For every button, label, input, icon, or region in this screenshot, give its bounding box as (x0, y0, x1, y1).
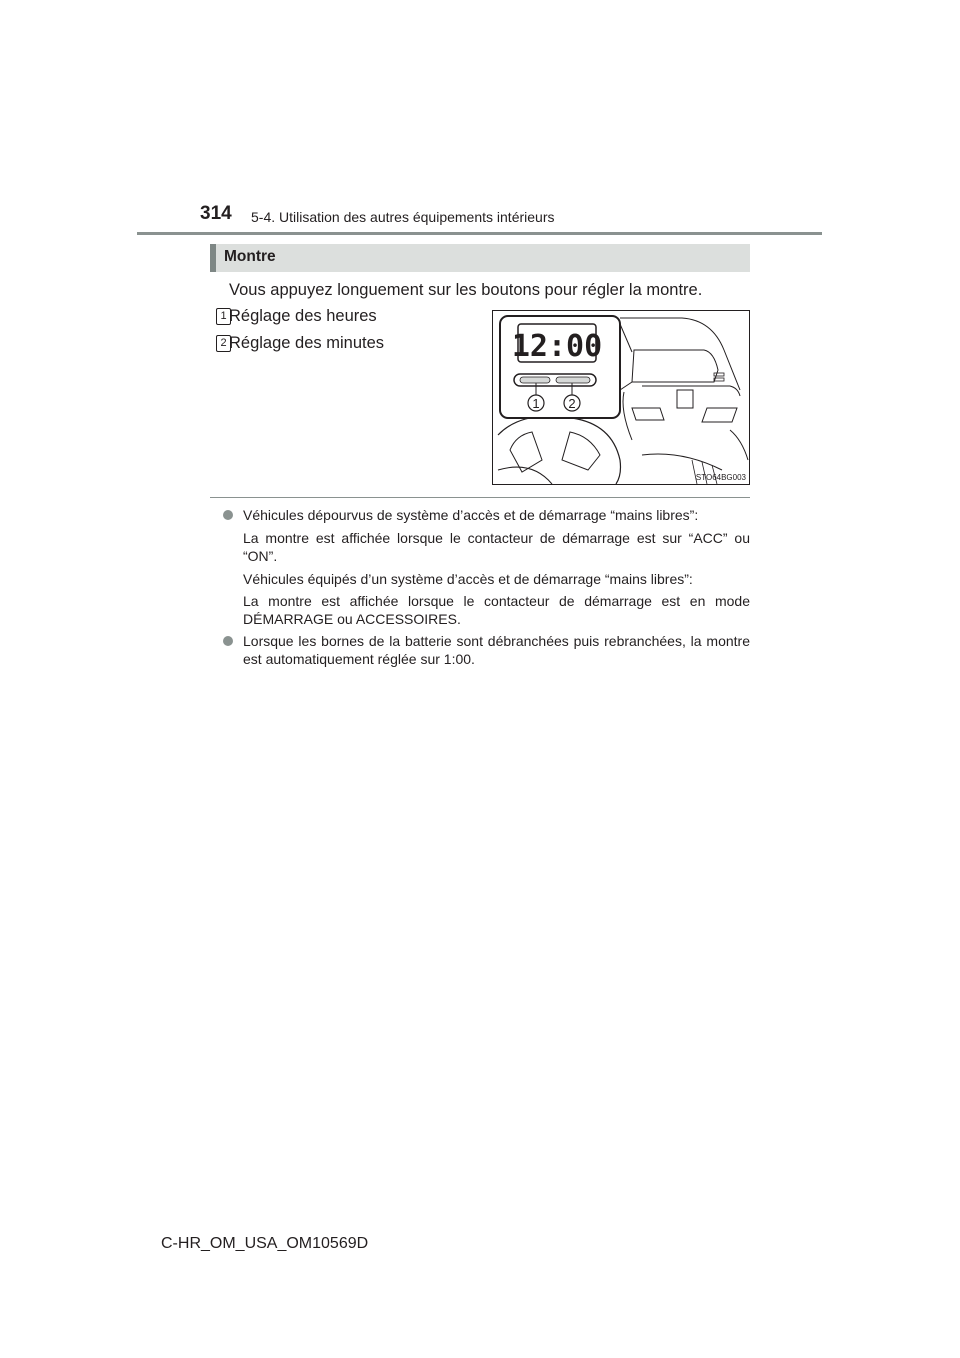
marker-1: 1 (532, 396, 540, 411)
callout-2-label: Réglage des minutes (229, 334, 385, 352)
section-bar-accent (210, 244, 216, 272)
note-text: Véhicules dépourvus de système d’accès et de démarrage “mains libres”: (243, 507, 699, 523)
clock-illustration (492, 310, 750, 485)
note-paragraph: La montre est affichée lorsque le contacteur de démarrage est en mode DÉMARRAGE ou ACCESSOIRES. (243, 593, 750, 627)
bullet-icon (223, 510, 233, 520)
footer-code: C-HR_OM_USA_OM10569D (161, 1235, 369, 1252)
figure-code: STO64BG003 (695, 473, 746, 482)
marker-2: 2 (568, 396, 576, 411)
page-number: 314 (200, 203, 232, 224)
clock-display: 12:00 (511, 329, 603, 364)
callout-1-label: Réglage des heures (229, 307, 377, 325)
header-rule (137, 232, 822, 235)
note-text: Lorsque les bornes de la batterie sont débranchées puis rebranchées, la montre est automatiquement réglée sur 1:00. (243, 633, 750, 667)
section-title: Montre (224, 248, 276, 265)
intro-text: Vous appuyez longuement sur les boutons pour régler la montre. (229, 281, 703, 299)
notes-divider (210, 497, 750, 498)
section-header: 5-4. Utilisation des autres équipements intérieurs (251, 209, 555, 225)
section-title-bar (210, 244, 750, 272)
note-paragraph: Véhicules équipés d’un système d’accès et de démarrage “mains libres”: (243, 571, 693, 587)
bullet-icon (223, 636, 233, 646)
callout-2-badge: 2 (216, 335, 231, 352)
callout-1-badge: 1 (216, 308, 231, 325)
note-paragraph: La montre est affichée lorsque le contacteur de démarrage est sur “ACC” ou “ON”. (243, 530, 750, 564)
